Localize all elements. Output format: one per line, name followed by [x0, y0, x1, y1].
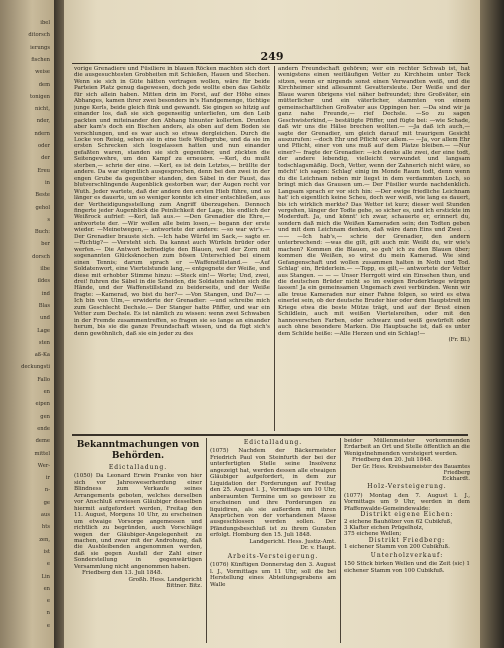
story-text-right: andern Freundschaft gehören; wer ein rechter Schwab ist, hat wenigstens einen weitläufigen Vetter zu Kirchheim unter Teck sitzen, wenn er nirgends sonst einen Verwandten weiß, und die Kirchheimer sind allesammt Gevattersleute. Der Weiße und der Blaue waren übrigens viel näher befreundet; ihre Großväter, ein mütterlicher und ein väterlicher, stammten von einem gemeinschaftlichen Großvater aus Oppingen her. —Da sind wir ja ganz nahe Freunde,— rief Dechsle. —So zu sagen Geschwisterkind,— bestätigte Pfiffer, und fügte bei: —wie Schade, daß wir uns die Hälse brechen wollten.— —Ja daß ich auch,— sagte der Grenadier, um gleich darauf mit traurigem Gesicht auszurufen: —doch Ehr und Pflicht vor allem.— —Ja, vor allem Ehr und Pflicht, einer von uns muß auf dem Platze bleiben.— —Nur einer?— fragte der Grenadier: —ich denke alle zwei, der eine todt, der andere lebendig, vielleicht verwundet und langsam todschlagsmäßig. Doch, Vetter, wenn der Zahnerich nicht wäre, so möcht' ich sagen: Schlag' einig im Monde Raum todt, denn wenn du die Leichnam neben mir liegst in dem verdammten Loch, so bringt mich das Grausen um.— Der Füsilier wurde nachdenklich. Langsam sprach er vor sich hin: —Der ewige friedliche Leichnam hat' ich eigentlich keine Scheu, doch wer weiß, wie lang es dauert, bis ich wirklich merkte? Das Wetter ist kurz; dieser weil Stunden vergehen, länger der Todte gebe, so sicher es, und ich erstickte im Moderduft. Ja, und könnt' ich zwar, schauerte er, erinnert du, sondern daß mich die Weißen Kameraden sein; den Todten geben und mit dem Leichnam denken, daß wäre dann Eins und Zwei . . —— —Ich hab's,— schrie der Grenadier, den andern unterbrechend: —was die gilt, gilt auch mir. Weißt du, wir wie's machen? Kommen die Blauen, so geh' ich zu den Blauen über; kommen die Weißen, so wirst du mein Kamerad. Wie sind Gefangenschaft und wollen zusammen halten in Noth und Tod. Schlag' ein, Brüderlein.— —Topp, es gilt,— antwortete der Vetter aus Stangen. — — — Unser Herrgott wird ein Einsehen thun, und die deutschen Brüder nicht so im ewigen Bruderkriege würgen lassen! Ja ein gemeinsamen Ungemach zwei verbünden. Wenn wir alle treue Kameraden nur einer Fahne folgen, so wird es etwa einerlei sein, ob der deutsche Bruder hier oder dem Hauptstreit im Kriege etwa die beste Mütze trägt, und auf der Brust einen Schildlein, auch mit weißen Viertelsreihen, oder mit den hannoverschen Farben, oder schwarz und weiß gewürfelt oder auch ohne besondere Marken. Die Hauptsache ist, daß es unter dem Schilde heiße: —Alle Herzen und ein Schlag!—	[278, 66, 470, 337]
previous-page-text-fragment: fischen	[31, 56, 50, 63]
previous-page-text-fragment: hts	[41, 524, 50, 531]
story-signature: (Fr. Bl.)	[448, 337, 470, 344]
previous-page-text-fragment: ndern	[34, 130, 50, 137]
notice-text: (1050) Da Leonard Erwin Franke von hier sich vor Jahresweserherdung einer Blindness zum Verkaufe seines Arrangements geboten, welches derselben vor Anschluß erwiesen Gläubiger desselben hiermit aufgefordert werden, Freitag den 11. August, Morgens 10 Uhr, zu erscheinen um etwaige Vorsorge angemessen und richtlich zu begründen, auch Vorschläge wegen der Gläubiger-Angelegenheit zu machen, und zwar mit der Androhung, daß die Ausbleibenden angenommen werden, daß sie gegen Ausfall der Zahl einer Sonderstellung in gegenwärtigen Versammlung nicht angenommen haben.	[74, 473, 202, 570]
previous-page-text-fragment: s	[47, 216, 50, 223]
previous-page-text-fragment: ilbe	[40, 266, 50, 272]
notice-date: Friedberg den 13. Juli 1848.	[82, 570, 163, 577]
notice-line: 3 Klafter eichen Prügelholz,	[344, 524, 424, 531]
notice-text: 150 Stück birken Wellen und die Zeit (sic) 1 eichener Stamm von 100 Cubikfuß.	[344, 561, 470, 574]
previous-page-text-fragment: ir	[45, 475, 50, 482]
page-number: 249	[260, 50, 284, 63]
notices-column-2	[210, 438, 336, 643]
section-rule	[72, 434, 468, 436]
notice-authority: Landgericht. Hess. Justiz-Amt.	[249, 538, 336, 545]
previous-page-text-fragment: gen	[40, 413, 50, 420]
previous-page-text-fragment: ist	[43, 548, 50, 555]
previous-page-text-fragment: der	[41, 155, 50, 162]
notice-line: 1 eichener Stamm von 200 Cubikfuß.	[344, 544, 450, 551]
notice-subheading: Unterholzverkauf:	[370, 551, 444, 559]
notice-subheading: Edictalladung.	[243, 439, 303, 446]
previous-page-text-fragment: aß-Ka	[34, 352, 50, 359]
notices-heading: Bekanntmachungen von Behörden.	[76, 440, 200, 461]
story-left-column	[74, 66, 270, 431]
notice-authority: Der Gr. Hess. Kreisbaumeister des Bauamtes Friedberg	[351, 463, 470, 476]
previous-page-text-fragment: n-	[44, 487, 50, 494]
notice-text: (1077) Montag den 7. August l. J., Vormittags um 9 Uhr, werden in dem Pfaffenwalde-Gemeindewalde:	[344, 492, 470, 512]
previous-page-text-fragment: in	[44, 179, 50, 186]
previous-page-text-fragment: oder	[38, 143, 50, 149]
notice-date: Friedberg den 20. Juli 1848.	[352, 457, 433, 464]
previous-page-text-fragment: deckungsti	[21, 364, 50, 371]
previous-page-text-fragment: Blas	[38, 302, 50, 309]
story-text-left: vorige Grenadiere und Füsiliere in blauen Röcken machten sich dort die ausgesuchtesten Grobheiten mit Schießen, Hauen und Stechen. Wenn sie sich in Güte hätten vertragen wollen, wäre für beide Parteien Platz genug dagewesen, doch jede wollte eben das Gehölz für sich allein haben. Mitten drin im Forst, auf der Höhe eines Abhanges, kamen ihrer zwei besonders in's Handgemenge, tüchtige junge Kerls, beide gleich flink und gewandt. Sie gingen so hitzig auf einander los, daß sie sich gegenseitig unterliefen, um den Leib packten und miteinander den Abhang hinunter kollerten. Drunten aber kam's doch ein Bischen anders, als oben auf dem Boden sie verschlungen, und es war auch so etwas dergleichen. Durch die Locke von Reisig, sehen sie in eine tiefe Wolfsgrube, und da sie im ersten Schrecken sich losgelassen hatten und nun einander gefaßten waren, standen sie sich gegenüber, und zückten die Seitengewehre, um den Kampf zu erneuern. —Kerl, du mußt sterben,— schrie der eine. —Kerl, es ist dein Letztes,— brüllte der andere. Da war eigentlich ausgesprochen, denn bei den zwei in der engen Grube da gegenüber standen, den Säbel in der Faust, das blutverschlingende Augenblick gestorben war; der Augen recht vor Wuth. Jeder wartete, daß der andere den ersten Hieb führe, und so länger es dauerte, um so weniger konnte ich einer entschließen, aus der Vertheidigungsstellung zum Angriff überzugehen. Dennoch fingerte jeder Augenblick die Peinlichkeit der Lage, bis endlich der Weißrock aufrief: —Kerl, laß aus.— —Den Grenadier die Ehre,— antwortete der. —Wir wollen alle beim losen,— begann der erste wieder. —Meinetwegen,— antwortete der andere: —so war wir's.— Der Grenadier brauste sich. —Ich habe Würfel im Sack,— sagte er. —Richtig?— —Versteht sich. Da kannst auch Würfeln brüder oder werfen.— Die Antwort befriedigte den Blauen, weil der Zorn mit sogenannten Glücksknochen zum bösen Unterschied bei einem einen Tennis; darum sprach er —Waffenstillstand.— —Auf Soldatenwort, eine Viertelstunde lang,— entgegnete der Weiße, und diese mit erhobter Stimme hinzu: —Steck ein!— Worte; Und, zwei, drei! fuhren die Säbel in die Scheiden, die Soldaten nahten sich die Hände, und der Waffenstillstand zu beiderseits, und der Weiße fragte: —Kamerad, wo bist du her?— —Von Stangen, und Du?— —Ich bin von Ulm,— erwiderte der Grenadier: —und schreibe mich zum Geschlecht Dechsle.— Der Stanger hatte Pfiffer, und war ein Vetter zum Dechsle. Es ist nämlich zu wissen: wenn zwei Schwaben in der Fremde zusammentreffen, so fragen sie so lange an einander herum, bis sie die ganze Freundschaft wissen, und da fügt sich's denn gewöhnlich, daß sie ein jeder zu des	[74, 66, 270, 337]
previous-page-text-fragment: ildes	[37, 278, 50, 285]
previous-page-text-fragment: e	[46, 561, 50, 568]
previous-page-text-fragment: Wer-	[37, 462, 50, 469]
previous-page-text-fragment: en	[43, 585, 50, 592]
previous-page-text-fragment: tonigen	[30, 93, 50, 100]
notice-district: Distrikt Friedberg:	[368, 536, 446, 544]
previous-page-text-fragment: ber	[41, 241, 50, 248]
notice-signature: Eckhardt.	[442, 475, 470, 482]
previous-page-text-fragment: deme	[35, 438, 50, 445]
notice-line: 375 eichene Wellen;	[344, 531, 402, 538]
previous-page-text-fragment: weise	[35, 69, 50, 76]
previous-page-text-fragment: Beste	[35, 192, 50, 199]
book-gutter	[54, 0, 64, 648]
previous-page-text-fragment: ind	[41, 290, 50, 297]
previous-page-text-fragment: aus	[40, 512, 50, 518]
notice-subheading: Edictalladung.	[108, 464, 168, 471]
notice-signature: Dr. v. Haupt.	[300, 545, 336, 552]
previous-page-text-fragment: Ereu	[37, 167, 50, 174]
previous-page-text-fragment: en	[43, 389, 50, 395]
notice-text: beider Müllenmeister vorkommenden Erdarbeit an Ort und Stelle öffentlich an die Wenigstnehmenden versteigert werden.	[344, 438, 470, 457]
previous-page-text-fragment: nder,	[36, 118, 50, 125]
previous-page-text-fragment: dem	[38, 81, 50, 88]
notice-authority: Großh. Hess. Landgericht	[128, 576, 202, 583]
previous-page-text-fragment: ierungs	[30, 44, 50, 51]
previous-page-text-fragment: sten	[38, 339, 50, 346]
notice-text: (1076) Künftigen Donnerstag den 3. August l. J., Vormittags um 11 Uhr, soll die bei Herstellung eines Abteilungsgrabens am Walle	[210, 562, 336, 588]
newspaper-page	[64, 0, 480, 648]
previous-page-text-fragment: nicht,	[35, 106, 50, 113]
previous-page-text-fragment: Fallo	[37, 376, 50, 383]
story-right-column	[278, 66, 470, 431]
previous-page-text-fragment: Lage	[37, 327, 50, 334]
previous-page-text-fragment: ende	[37, 425, 50, 432]
previous-page-text-fragment: Lin	[41, 573, 50, 580]
page-edge-shadow	[480, 0, 504, 648]
previous-page-text-fragment: eipen	[35, 401, 50, 408]
notice-text: (1075) Nachdem der Bäckermeister Friedrich Paul von Steinfurth der bei der unterfertigten Stelle seine Insolvenz angezeigt hat, werden dessen alle etwaigen Gläubiger aufgefordert, in dem zur Liquidation der Forderungen auf Freitag den 25. August l. J., Vormittags um 10 Uhr, anberaumten Termine um so gewisser zu erscheinen und ihre Forderungen zu liquidiren, als sie außerdem mit ihren Ansprüchen von der vorhandenen Masse ausgeschlossen werden sollen. Der Pfändungsbeschluß ist zu ihrem Gunsten erfolgt. Homburg den 15. Juli 1848.	[210, 448, 336, 539]
previous-page-text-fragment: ge	[43, 499, 50, 506]
previous-page-text-fragment: ditorsch	[28, 32, 50, 39]
previous-page-edge	[0, 0, 54, 648]
previous-page-text-fragment: e	[46, 598, 50, 605]
previous-page-text-fragment: dorsch	[32, 253, 50, 260]
previous-page-text-fragment: Buch:	[34, 229, 50, 236]
header-rule	[72, 63, 468, 64]
notice-subheading: Holz-Versteigerung.	[367, 483, 447, 491]
column-divider	[206, 438, 207, 643]
previous-page-text-fragment: zen,	[39, 536, 50, 543]
previous-page-text-fragment: gehol	[35, 204, 50, 211]
previous-page-text-fragment: und	[39, 315, 50, 322]
previous-page-text-fragment: ibel	[40, 20, 50, 26]
notices-column-3	[344, 438, 470, 643]
notice-signature: Bittner. Bitz.	[166, 583, 202, 590]
notices-column-1	[74, 438, 202, 643]
previous-page-text-fragment: n	[46, 610, 50, 617]
notice-subheading: Arbeits-Versteigerung.	[227, 552, 319, 560]
previous-page-text-fragment: e	[46, 622, 50, 629]
notice-district: Distrikt eigene Eichen:	[360, 511, 454, 519]
column-divider	[274, 66, 275, 431]
previous-page-text-fragment: mittel	[34, 450, 50, 457]
notice-line: 2 eichene Bauhölzer von 62 Cubikfuß,	[344, 518, 453, 525]
column-divider	[340, 438, 341, 643]
